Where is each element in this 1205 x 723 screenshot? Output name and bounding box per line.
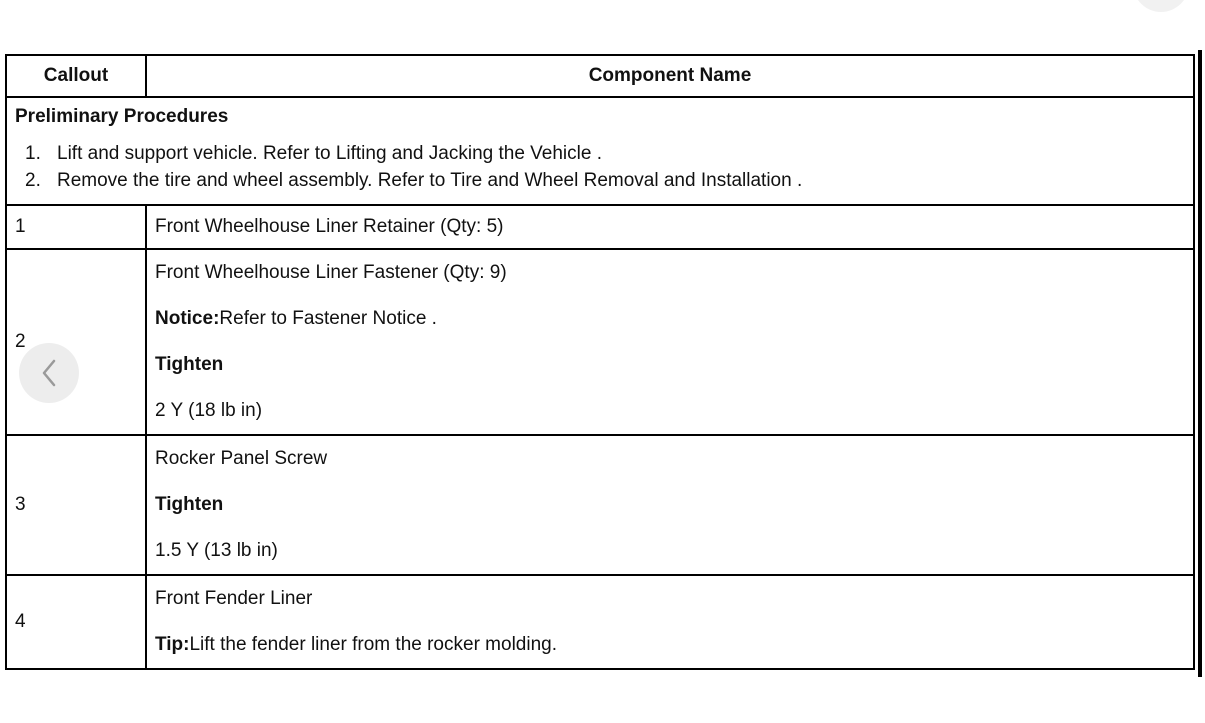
component-cell — [146, 249, 1194, 435]
header-callout: Callout — [6, 55, 146, 97]
step-number: 1. — [25, 143, 41, 164]
tip-text: Lift the fender liner from the rocker molding. — [189, 634, 557, 655]
previous-page-button[interactable] — [19, 343, 79, 403]
tip-label: Tip: — [155, 634, 190, 655]
torque-value: 2 Y (18 lb in) — [155, 400, 263, 421]
step-text: Remove the tire and wheel assembly. Refer to Tire and Wheel Removal and Installation . — [57, 170, 803, 191]
preliminary-title: Preliminary Procedures — [15, 106, 229, 127]
preliminary-step — [25, 167, 1185, 194]
component-table — [5, 54, 1195, 670]
right-edge-bar — [1198, 50, 1202, 677]
notice-line — [155, 296, 1185, 342]
step-number: 2. — [25, 170, 41, 191]
callout-cell: 4 — [6, 575, 146, 669]
torque-value: 1.5 Y (13 lb in) — [155, 540, 278, 561]
chevron-left-icon — [40, 358, 58, 388]
preliminary-steps — [15, 140, 1185, 194]
step-text: Lift and support vehicle. Refer to Lifting and Jacking the Vehicle . — [57, 143, 602, 164]
callout-cell: 1 — [6, 205, 146, 249]
preliminary-step — [25, 140, 1185, 167]
callout-cell: 3 — [6, 435, 146, 575]
table-row — [6, 249, 1194, 435]
callout-cell: 2 — [6, 249, 146, 435]
component-cell — [146, 575, 1194, 669]
tighten-label: Tighten — [155, 494, 224, 515]
component-name: Front Fender Liner — [155, 588, 313, 609]
component-cell — [146, 205, 1194, 249]
notice-text: Refer to Fastener Notice . — [219, 308, 437, 329]
component-name: Front Wheelhouse Liner Fastener (Qty: 9) — [155, 262, 507, 283]
component-name: Front Wheelhouse Liner Retainer (Qty: 5) — [155, 216, 504, 237]
preliminary-row — [6, 97, 1194, 205]
header-component-name: Component Name — [146, 55, 1194, 97]
table-row — [6, 205, 1194, 249]
component-cell — [146, 435, 1194, 575]
table-header-row — [6, 55, 1194, 97]
component-name: Rocker Panel Screw — [155, 448, 328, 469]
notice-label: Notice: — [155, 308, 220, 329]
tighten-label: Tighten — [155, 354, 224, 375]
corner-circle-decoration — [1133, 0, 1189, 12]
table-row — [6, 435, 1194, 575]
tip-line — [155, 622, 1185, 668]
table-row — [6, 575, 1194, 669]
preliminary-cell — [6, 97, 1194, 205]
